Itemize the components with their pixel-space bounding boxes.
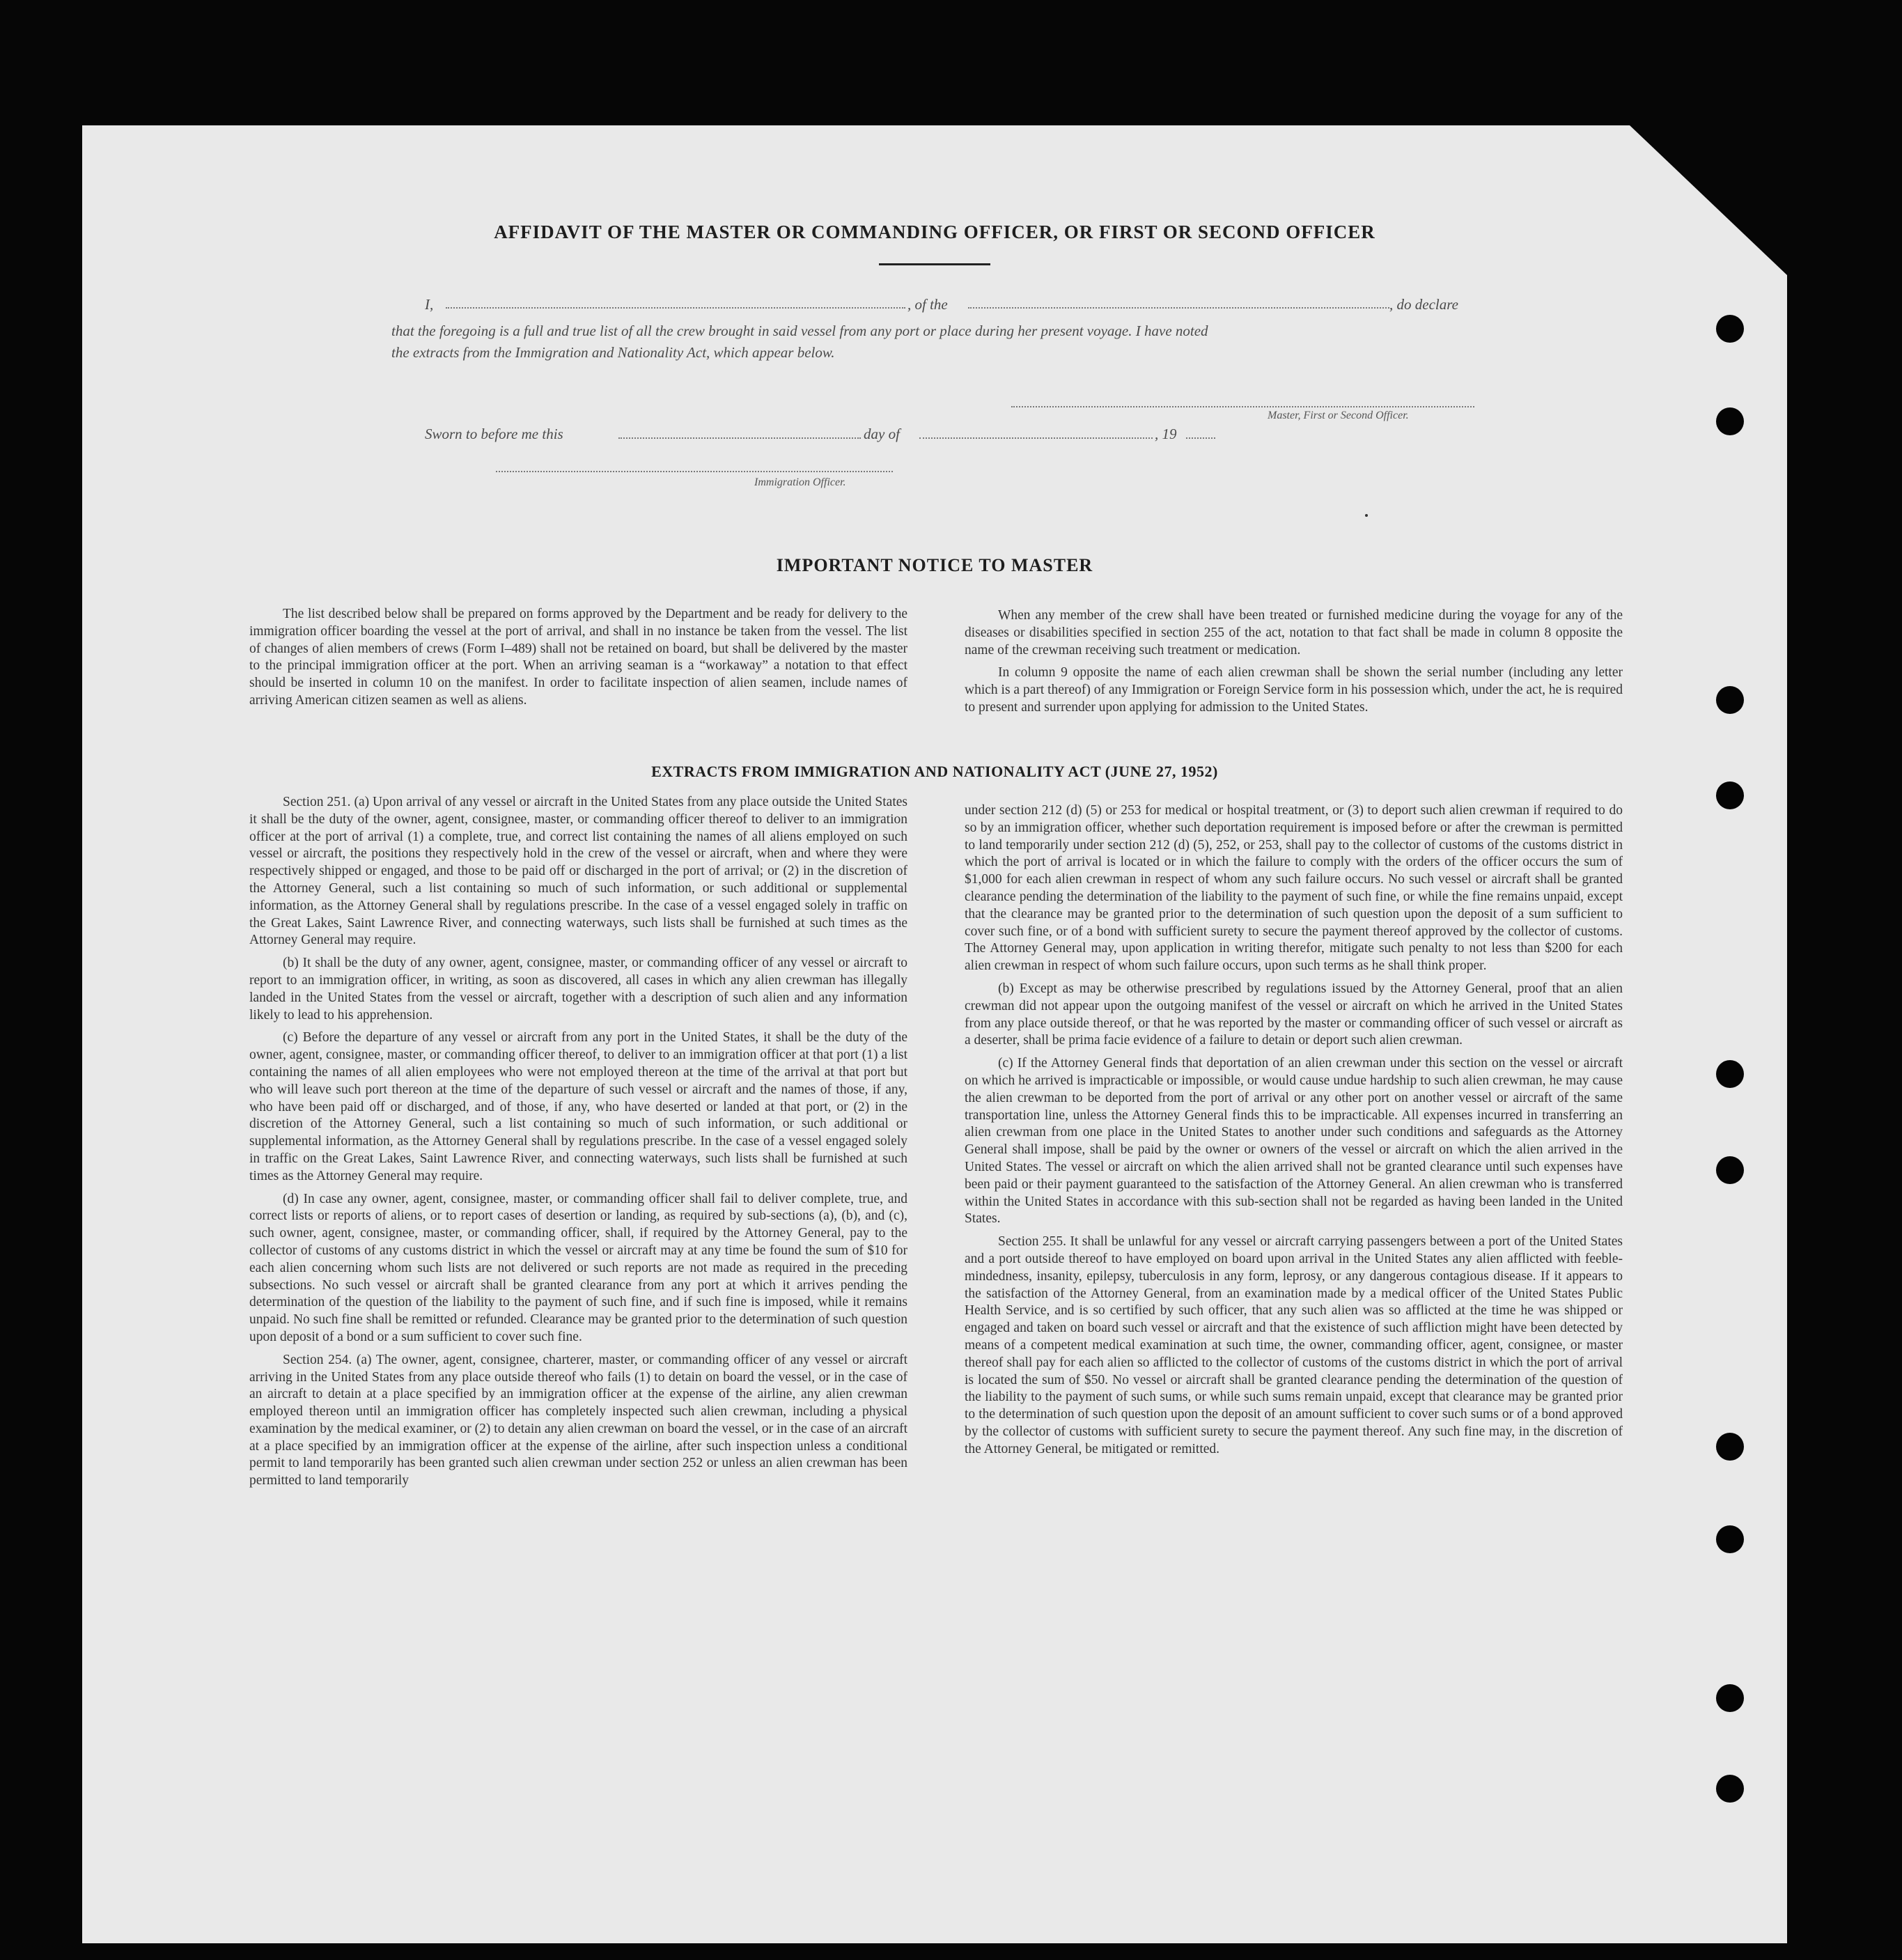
extract-paragraph: (c) If the Attorney General finds that deportation of an alien crewman under this section on the vessel or aircraft on which he arrived is impracticable or impossible, or would cause undue hardship to such alien crewman, he may cause the alien crewman to be deported from the port of arrival or any other port on another vessel or aircraft of the same transportation line, unless the Attorney General finds this to be impracticable. All expenses incurred in transferring an alien crewman from one place in the United States to another under such conditions and safeguards as the Attorney General shall impose, shall be paid by the owner or owners of the vessel or aircraft on which the alien arrived in the United States. The vessel or aircraft on which the alien arrived shall not be granted clearance until such expenses have been paid or their payment guaranteed to the satisfaction of the Attorney General. An alien crewman who is transferred within the United States in accordance with this sub-section shall not be regarded as having been landed in the United States.: [965, 1056, 1623, 1227]
binder-hole: [1716, 781, 1744, 809]
immigration-officer-caption: Immigration Officer.: [754, 476, 846, 488]
notice-paragraph: When any member of the crew shall have been treated or furnished medicine during the voyage for any of the diseases or disabilities specified in section 255 of the act, notation to that fact shall be made in column 8 opposite the name of the crewman receiving such treatment or medication.: [965, 608, 1623, 658]
sworn-day-blank[interactable]: [618, 437, 861, 439]
do-declare-label: , do declare: [1389, 296, 1458, 313]
of-the-label: , of the: [907, 296, 948, 313]
speck: [1365, 514, 1368, 517]
notice-right-column: [965, 607, 1623, 722]
extract-paragraph: (b) Except as may be otherwise prescribed by regulations issued by the Attorney General, proof that an alien crewman did not appear upon the outgoing manifest of the vessel or aircraft on which he arrived in the United States from any place outside thereof, or that he was reported by the master or commanding officer of such vessel or aircraft as a deserter, shall be prima facie evidence of a failure to detain or deport such alien crewman.: [965, 981, 1623, 1048]
extract-paragraph: Section 254. (a) The owner, agent, consignee, charterer, master, or commanding officer of any vessel or aircraft arriving in the United States from any place outside thereof who fails (1) to detain on board the vessel, or in the case of an aircraft to detain at a place specified by an immigration officer at the expense of the airline, any alien crewman employed thereon until an immigration officer has completely inspected such alien crewman, including a physical examination by the medical examiner, or (2) to detain any alien crewman on board the vessel, or in the case of an aircraft at a place specified by an immigration officer at the expense of the airline, after such inspection unless a conditional permit to land temporarily has been granted such alien crewman under section 252 or unless an alien crewman has been permitted to land temporarily: [249, 1352, 907, 1488]
binder-hole: [1716, 1775, 1744, 1803]
extract-paragraph: (b) It shall be the duty of any owner, agent, consignee, master, or commanding officer of any vessel or aircraft to report to an immigration officer, in writing, as soon as discovered, all cases in which any alien crewman has illegally landed in the United States from the vessel or aircraft, together with a description of such alien and any information likely to lead to his apprehension.: [249, 956, 907, 1022]
extract-paragraph: under section 212 (d) (5) or 253 for medical or hospital treatment, or (3) to deport such alien crewman if required to do so by an immigration officer, whether such deportation requirement is imposed before or after the crewman is permitted to land temporarily under section 212 (d) (5), 252, or 253, shall pay to the collector of customs of the customs district in which the port of arrival is located or in which the failure to comply with the orders of the officer occurs the sum of $1,000 for each alien crewman in respect of whom any such failure occurs. No such vessel or aircraft shall be granted clearance pending the determination of the liability to the payment of such fine, or while the fine remains unpaid, except that the clearance may be granted prior to the determination of such question upon the deposit of a sum sufficient to cover such fine, or of a bond with sufficient surety to secure the payment thereof approved by the collector of customs. The Attorney General may, upon application in writing therefor, mitigate such penalty to not less than $200 for each alien crewman in respect of whom such failure occurs, upon such terms as he shall think proper.: [965, 803, 1623, 974]
extract-paragraph: Section 251. (a) Upon arrival of any vessel or aircraft in the United States from any place outside the United States it shall be the duty of the owner, agent, consignee, master, or commanding officer thereof to deliver to an immigration officer at the port of arrival (1) a complete, true, and correct list containing the names of all aliens employed on such vessel or aircraft, the positions they respectively hold in the crew of the vessel or aircraft, when and where they were respectively shipped or engaged, and those to be paid off or discharged in the port of arrival; or (2) in the discretion of the Attorney General, such a list containing so much of such information, or such additional or supplemental information, as the Attorney General shall by regulations prescribe. In the case of a vessel engaged solely in traffic on the Great Lakes, Saint Lawrence River, and connecting waterways, such lists shall be furnished at such times as the Attorney General may require.: [249, 795, 907, 948]
vessel-blank-line[interactable]: [968, 307, 1389, 309]
extract-paragraph: (c) Before the departure of any vessel or aircraft from any port in the United States, it shall be the duty of the owner, agent, consignee, master, or commanding officer thereof, to deliver to an immigration officer at that port (1) a list containing the names of all alien employees who were not employed thereon at the time of the arrival at that port but who will leave such port thereon at the time of the departure of such vessel or aircraft and the names of those, if any, who have been paid off or discharged, and of those, if any, who have deserted or landed at that port, or (2) in the discretion of the Attorney General, such a list containing so much of such information, or such additional or supplemental information, as the Attorney General shall by regulations prescribe. In the case of a vessel engaged solely in traffic on the Great Lakes, Saint Lawrence River, and connecting waterways, such lists shall be furnished at such times as the Attorney General may require.: [249, 1030, 907, 1183]
i-label: I,: [425, 296, 434, 313]
binder-hole: [1716, 1433, 1744, 1461]
binder-hole: [1716, 407, 1744, 435]
declaration-line-2: that the foregoing is a full and true list of all the crew brought in said vessel from any port or place during her present voyage. I have noted: [391, 322, 1208, 339]
extract-paragraph: (d) In case any owner, agent, consignee, master, or commanding officer shall fail to deliver complete, true, and correct lists or reports of aliens, or to report cases of desertion or landing, as required by sub-sections (a), (b), and (c), such owner, agent, consignee, master, or commanding officer, shall, if required by the Attorney General, pay to the collector of customs of any customs district in which the vessel or aircraft may at any time be found the sum of $10 for each alien concerning whom such lists are not delivered or such reports are not made as required in the preceding subsections. No such vessel or aircraft shall be granted clearance from any port at which it arrives pending the determination of the question of the liability to the payment of such fine, and if such fine is imposed, while it remains unpaid. No such fine shall be remitted or refunded. Clearance may be granted prior to the determination of such question upon deposit of a bond or a sum sufficient to cover such fine.: [249, 1191, 907, 1344]
day-of-label: day of: [864, 426, 900, 442]
sworn-label: Sworn to before me this: [425, 426, 563, 442]
notice-paragraph: The list described below shall be prepared on forms approved by the Department and be ready for delivery to the immigration officer boarding the vessel at the port of arrival, and shall in no instance be taken from the vessel. The list of changes of alien members of crews (Form I–489) shall not be retained on board, but shall be delivered by the master to the principal immigration officer at the port. When an arriving seaman is a “workaway” a notation to that effect should be inserted in column 10 on the manifest. In order to facilitate inspection of alien seamen, include names of arriving American citizen seamen as well as aliens.: [249, 607, 907, 708]
affidavit-title: AFFIDAVIT OF THE MASTER OR COMMANDING OFFICER, OR FIRST OR SECOND OFFICER: [494, 221, 1375, 242]
extract-paragraph: Section 255. It shall be unlawful for any vessel or aircraft carrying passengers between a port of the United States and a port outside thereof to have employed on board upon arrival in the United States any alien afflicted with feeble-mindedness, insanity, epilepsy, tuberculosis in any form, leprosy, or any dangerous contagious disease. If it appears to the satisfaction of the Attorney General, from an examination made by a medical officer of the United States Public Health Service, and is so certified by such officer, that any such alien was so afflicted at the time he was shipped or engaged and taken on board such vessel or aircraft and that the existence of such affliction might have been detected by means of a competent medical examination at such time, the owner, commanding officer, agent, consignee, or master thereof shall pay for each alien so afflicted to the collector of customs of the customs district in which the port of arrival is located the sum of $50. No vessel or aircraft shall be granted clearance pending the determination of the question of the liability to the payment of such sums, or while such sums remain unpaid, except that clearance may be granted prior to the determination of such question upon the deposit of an amount sufficient to cover such sums or of a bond approved by the collector of customs with sufficient surety to secure the payment thereof. Any such fine may, in the discretion of the Attorney General, be mitigated or remitted.: [965, 1234, 1623, 1456]
master-signature-line[interactable]: [1011, 406, 1474, 407]
extracts-right-column: [965, 802, 1623, 1463]
title-rule: [879, 263, 990, 265]
binder-hole: [1716, 686, 1744, 714]
extracts-left-column: [249, 794, 907, 1495]
binder-hole: [1716, 1525, 1744, 1553]
notice-heading: IMPORTANT NOTICE TO MASTER: [776, 555, 1093, 575]
notice-left-column: [249, 606, 907, 715]
binder-hole: [1716, 1684, 1744, 1712]
binder-hole: [1716, 1060, 1744, 1088]
master-signature-caption: Master, First or Second Officer.: [1268, 410, 1409, 421]
declaration-line-3: the extracts from the Immigration and Nationality Act, which appear below.: [391, 344, 835, 361]
extracts-heading: EXTRACTS FROM IMMIGRATION AND NATIONALITY ACT (JUNE 27, 1952): [651, 763, 1218, 780]
sworn-year-blank[interactable]: [1186, 437, 1215, 439]
binder-hole: [1716, 1156, 1744, 1184]
sworn-month-blank[interactable]: [919, 437, 1153, 439]
year-label: , 19: [1155, 426, 1177, 442]
name-blank-line[interactable]: [446, 307, 905, 309]
immigration-officer-signature-line[interactable]: [496, 471, 893, 472]
notice-paragraph: In column 9 opposite the name of each alien crewman shall be shown the serial number (including any letter which is a part thereof) of any Immigration or Foreign Service form in his possession which, under the act, he is required to present and surrender upon applying for admission to the United States.: [965, 665, 1623, 715]
binder-hole: [1716, 315, 1744, 343]
